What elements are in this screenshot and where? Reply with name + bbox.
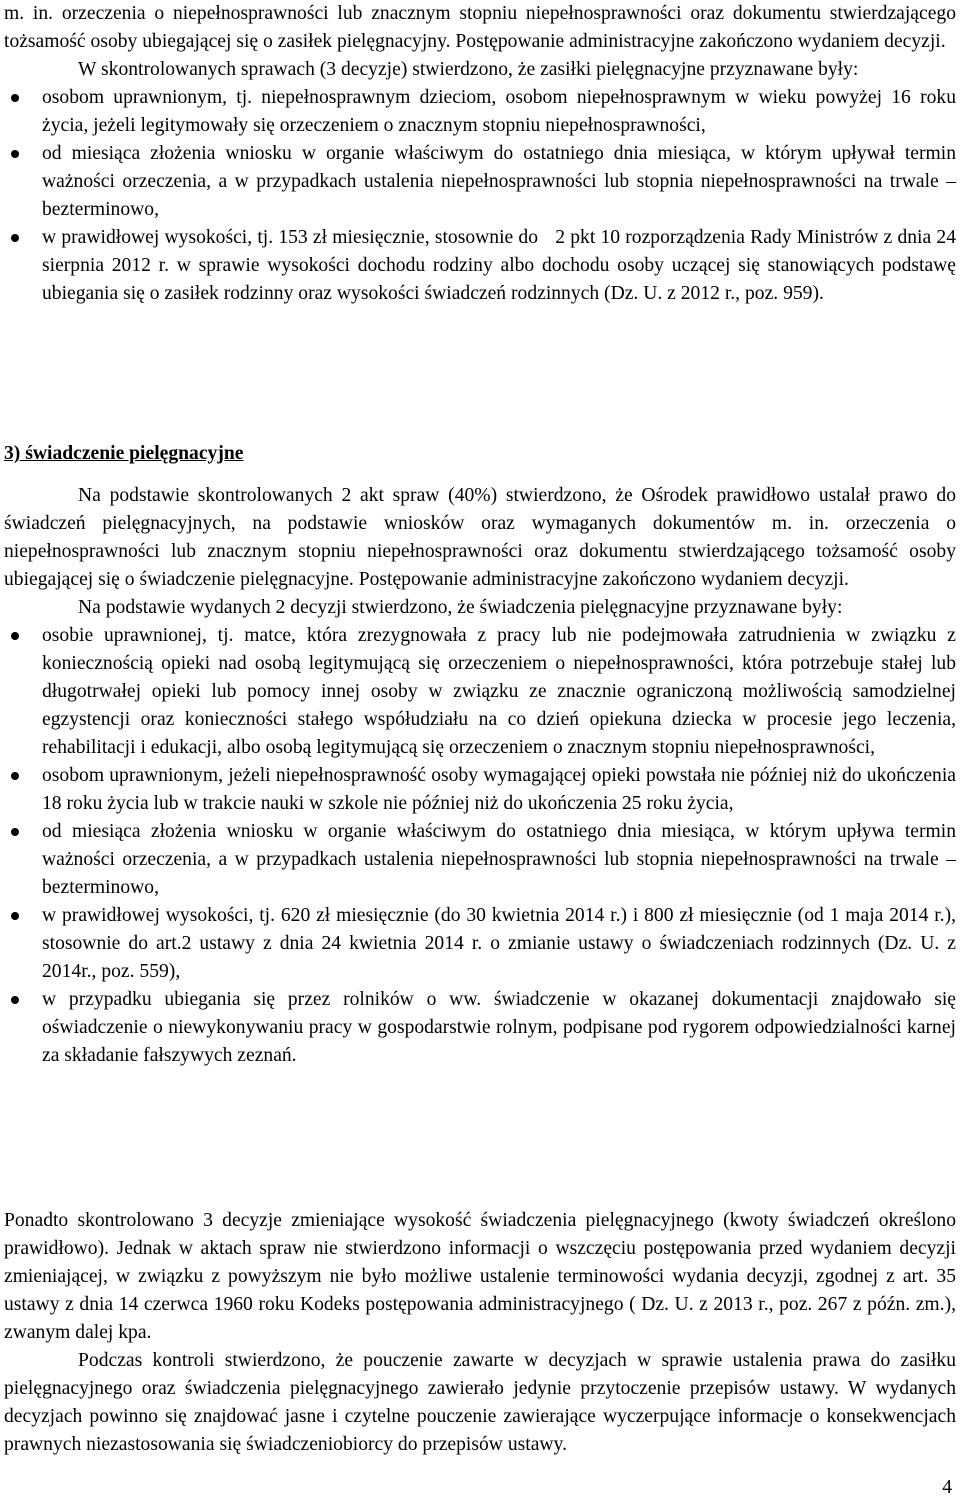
closing-section: [4, 1207, 956, 1459]
list-item: [4, 140, 956, 224]
list-item: [4, 84, 956, 140]
top-section: [4, 0, 956, 308]
bullet-list-swiadczenia: [4, 622, 956, 1070]
list-item-text-b: 2 pkt 10 rozporządzenia Rady Ministrów z dnia 24 sierpnia 2012 r. w sprawie wysokości dochodu rodziny albo dochodu osoby uczącej się stanowiących podstawę ubiegania się o zasiłek rodzinny oraz wysokości świadczeń rodzinnych (Dz. U. z 2012 r., poz. 959).: [42, 227, 956, 304]
page-number: 4: [942, 1477, 952, 1498]
list-item-text: osobom uprawnionym, jeżeli niepełnosprawność osoby wymagającej opieki powstała nie później niż do ukończenia 18 roku życia lub w trakcie nauki w szkole nie później niż do ukończenia 25 roku życia,: [42, 765, 956, 814]
paragraph-skontrolowane-akta: Na podstawie skontrolowanych 2 akt spraw (40%) stwierdzono, że Ośrodek prawidłowo ustalał prawo do świadczeń pielęgnacyjnych, na podstawie wniosków oraz wymaganych dokumentów m. in. orzeczenia o niepełnosprawności lub znacznym stopniu niepełnosprawności oraz dokumentu stwierdzającego tożsamość osoby ubiegającej się o świadczenie pielęgnacyjne. Postępowanie administracyjne zakończono wydaniem decyzji.: [4, 485, 956, 590]
bullet-icon: [11, 772, 19, 780]
list-item: [4, 622, 956, 762]
paragraph-pouczenie: Podczas kontroli stwierdzono, że pouczenie zawarte w decyzjach w sprawie ustalenia prawa do zasiłku pielęgnacyjnego oraz świadczenia pielęgnacyjnego zawierało jedynie przytoczenie przepisów ustawy. W wydanych decyzjach powinno się znajdować jasne i czytelne pouczenie zawierające wyczerpujące informacje o konsekwencjach prawnych niezastosowania się świadczeniobiorcy do przepisów ustawy.: [4, 1350, 956, 1455]
list-item-text-a: w prawidłowej wysokości, tj. 153 zł miesięcznie, stosownie do: [42, 227, 544, 248]
paragraph-skontrolowane-sprawy: W skontrolowanych sprawach (3 decyzje) stwierdzono, że zasiłki pielęgnacyjne przyznawane były:: [78, 59, 859, 80]
list-item: [4, 986, 956, 1070]
bullet-icon: [11, 94, 19, 102]
bullet-icon: [11, 996, 19, 1004]
list-item-text: od miesiąca złożenia wniosku w organie właściwym do ostatniego dnia miesiąca, w którym upływa termin ważności orzeczenia, a w przypadkach ustalenia niepełnosprawności lub stopnia niepełnosprawności na trwale – bezterminowo,: [42, 821, 956, 898]
list-item-text: osobie uprawnionej, tj. matce, która zrezygnowała z pracy lub nie podejmowała zatrudnienia w związku z koniecznością opieki nad osobą legitymującą się orzeczeniem o niepełnosprawności, która potrzebuje stałej lub długotrwałej opieki lub pomocy innej osoby w związku ze znacznie ograniczoną możliwością samodzielnej egzystencji oraz konieczności stałego współudziału na co dzień opiekuna dziecka w procesie jego leczenia, rehabilitacji i edukacji, albo osobą legitymującą się orzeczeniem o znacznym stopniu niepełnosprawności,: [42, 625, 956, 758]
section-swiadczenie: [4, 440, 956, 468]
bullet-icon: [11, 912, 19, 920]
list-item-text: w przypadku ubiegania się przez rolników o ww. świadczenie w okazanej dokumentacji znajdowało się oświadczenie o niewykonywaniu pracy w gospodarstwie rolnym, podpisane pod rygorem odpowiedzialności karnej za składanie fałszywych zeznań.: [42, 989, 956, 1066]
list-item: [4, 902, 956, 986]
paragraph-orzeczenia: m. in. orzeczenia o niepełnosprawności lub znacznym stopniu niepełnosprawności oraz dokumentu stwierdzającego tożsamość osoby ubiegającej się o zasiłek pielęgnacyjny. Postępowanie administracyjne zakończono wydaniem decyzji.: [4, 3, 956, 52]
paragraph-decyzje-zmieniajace: Ponadto skontrolowano 3 decyzje zmieniające wysokość świadczenia pielęgnacyjnego (kwoty świadczeń określono prawidłowo). Jednak w aktach spraw nie stwierdzono informacji o wszczęciu postępowania przed wydaniem decyzji zmieniającej, w związku z powyższym nie było możliwe ustalenie terminowości wydania decyzji, zgodnej z art. 35 ustawy z dnia 14 czerwca 1960 roku Kodeks postępowania administracyjnego ( Dz. U. z 2013 r., poz. 267 z późn. zm.), zwanym dalej kpa.: [4, 1210, 956, 1343]
bullet-list-zasilki: [4, 84, 956, 308]
list-item: [4, 818, 956, 902]
bullet-icon: [11, 632, 19, 640]
list-item-text: od miesiąca złożenia wniosku w organie właściwym do ostatniego dnia miesiąca, w którym upływał termin ważności orzeczenia, a w przypadkach ustalenia niepełnosprawności lub stopnia niepełnosprawności na trwale – bezterminowo,: [42, 143, 956, 220]
bullet-icon: [11, 150, 19, 158]
list-item-text: w prawidłowej wysokości, tj. 620 zł miesięcznie (do 30 kwietnia 2014 r.) i 800 zł miesięcznie (od 1 maja 2014 r.), stosownie do art.2 ustawy z dnia 24 kwietnia 2014 r. o zmianie ustawy o świadczeniach rodzinnych (Dz. U. z 2014r., poz. 559),: [42, 905, 956, 982]
list-item-text: osobom uprawnionym, tj. niepełnosprawnym dzieciom, osobom niepełnosprawnym w wieku powyżej 16 roku życia, jeżeli legitymowały się orzeczeniem o znacznym stopniu niepełnosprawności,: [42, 87, 956, 136]
bullet-icon: [11, 234, 19, 242]
section-body: [4, 482, 956, 1070]
paragraph-wydane-decyzje: Na podstawie wydanych 2 decyzji stwierdzono, że świadczenia pielęgnacyjne przyznawane były:: [78, 597, 843, 618]
section-heading: 3) świadczenie pielęgnacyjne: [4, 443, 244, 464]
bullet-icon: [11, 828, 19, 836]
list-item: [4, 762, 956, 818]
list-item: [4, 224, 956, 308]
